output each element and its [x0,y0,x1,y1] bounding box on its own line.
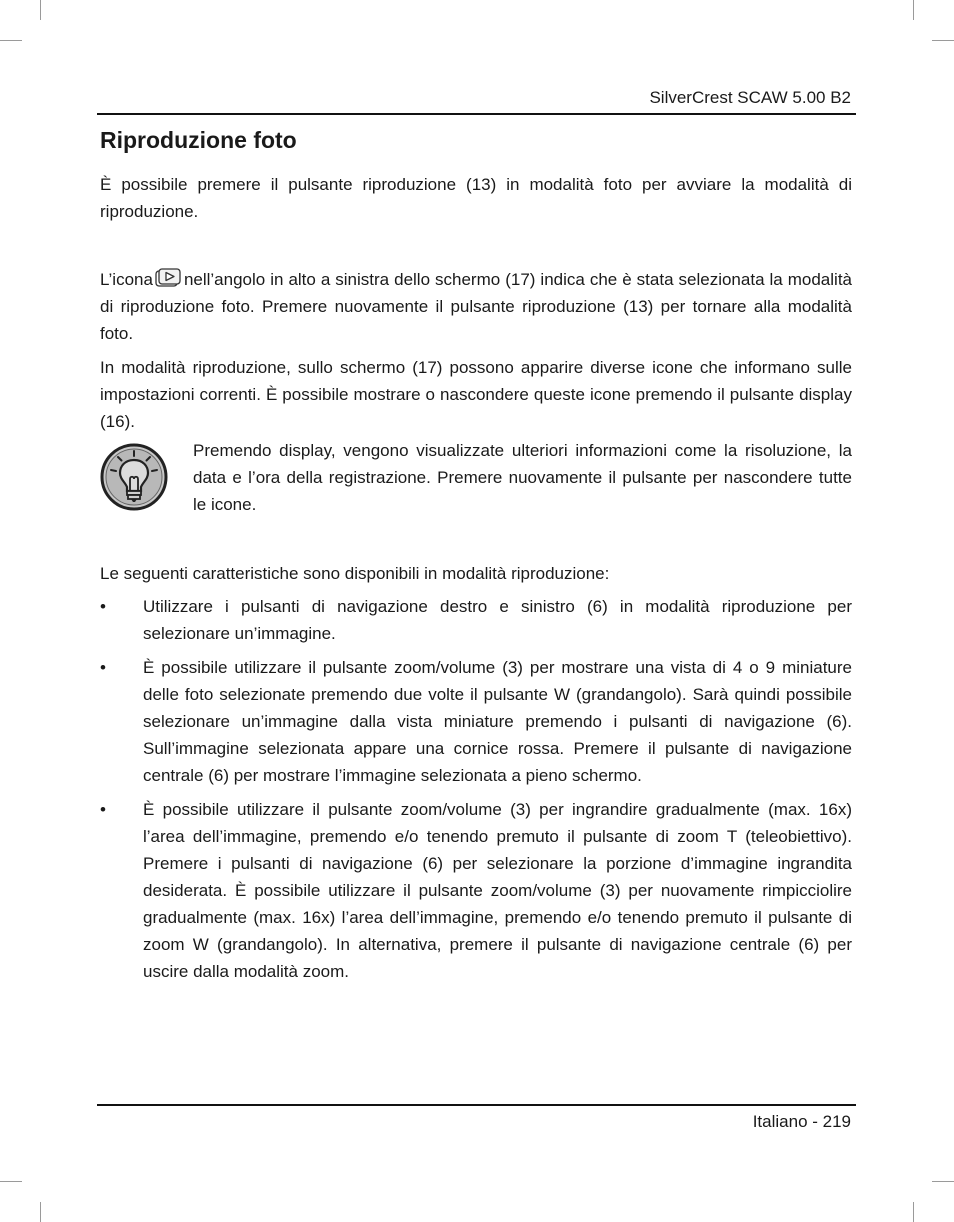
footer-rule [97,1104,856,1106]
header-rule [97,113,856,115]
crop-mark [932,40,954,41]
crop-mark [0,40,22,41]
icon-paragraph-lead: L’icona [100,270,153,289]
list-item-text: Utilizzare i pulsanti di navigazione destro e sinistro (6) in modalità riproduzione per selezionare un’immagine. [143,597,852,643]
list-item [100,593,852,647]
icon-paragraph-rest: nell’angolo in alto a sinistra dello schermo (17) indica che è stata selezionata la modalità di riproduzione foto. Premere nuovamente il pulsante riproduzione (13) per tornare alla modalità foto. [100,270,852,343]
list-item-text: È possibile utilizzare il pulsante zoom/volume (3) per ingrandire gradualmente (max. 16x) l’area dell’immagine, premendo e/o tenendo premuto il pulsante di zoom T (teleobiettivo). Premere i pulsanti di navigazione (6) per selezionare la porzione d’immagine ingrandita desiderata. È possibile utilizzare il pulsante zoom/volume (3) per nuovamente rimpicciolire gradualmente (max. 16x) l’area dell’immagine, premendo e/o tenendo premuto il pulsante di zoom W (grandangolo). In alternativa, premere il pulsante di navigazione centrale (6) per uscire dalla modalità zoom. [143,800,852,981]
icons-info-paragraph: In modalità riproduzione, sullo schermo (17) possono apparire diverse icone che informano sulle impostazioni correnti. È possibile mostrare o nascondere queste icone premendo il pulsante display (16). [100,358,852,431]
features-list [100,593,852,992]
crop-mark [932,1181,954,1182]
crop-mark [0,1181,22,1182]
playback-mode-icon [155,268,182,288]
bullet-marker: • [100,658,106,677]
crop-mark [40,0,41,20]
page-number: Italiano - 219 [752,1112,851,1131]
list-item-text: È possibile utilizzare il pulsante zoom/volume (3) per mostrare una vista di 4 o 9 miniature delle foto selezionate premendo due volte il pulsante W (grandangolo). Sarà quindi possibile selezionare un’immagine dalla vista miniature premendo i pulsanti di navigazione (6). Sull’immagine selezionata appare una cornice rossa. Premere il pulsante di navigazione centrale (6) per mostrare l’immagine selezionata a pieno schermo. [143,658,852,785]
icon-paragraph [100,266,852,347]
list-item [100,654,852,789]
crop-mark [40,1202,41,1222]
crop-mark [913,1202,914,1222]
list-item [100,796,852,985]
intro-paragraph-block [100,171,852,225]
features-intro-block [100,560,852,587]
icon-paragraph-block [100,266,852,347]
lightbulb-icon [100,443,168,511]
bullet-marker: • [100,597,106,616]
crop-mark [913,0,914,20]
features-intro: Le seguenti caratteristiche sono disponibili in modalità riproduzione: [100,564,610,583]
bullet-marker: • [100,800,106,819]
header-product-name: SilverCrest SCAW 5.00 B2 [649,88,851,107]
section-title: Riproduzione foto [100,127,297,153]
intro-paragraph: È possibile premere il pulsante riproduzione (13) in modalità foto per avviare la modalità di riproduzione. [100,175,852,221]
tip-note-text: Premendo display, vengono visualizzate ulteriori informazioni come la risoluzione, la data e l’ora della registrazione. Premere nuovamente il pulsante per nascondere tutte le icone. [193,441,852,514]
icons-info-paragraph-block [100,354,852,435]
